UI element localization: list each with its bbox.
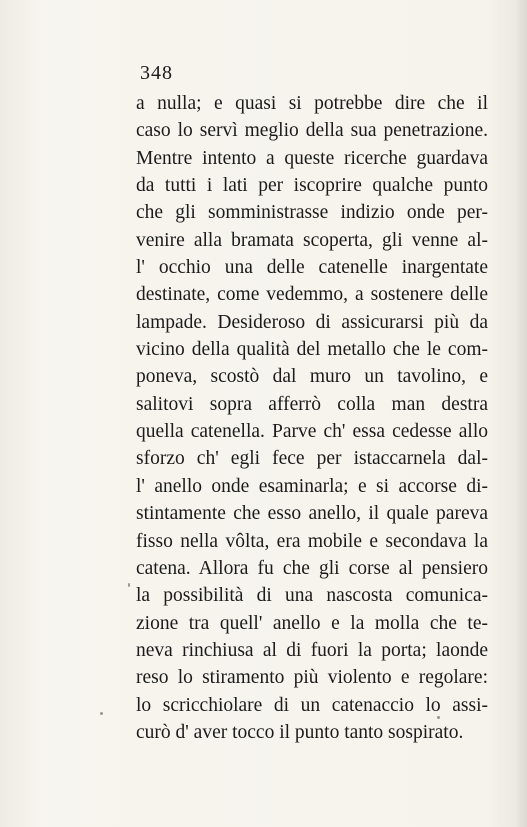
text-line: l' occhio una delle catenelle inargentate <box>136 257 488 279</box>
text-line: che gli somministrasse indizio onde per- <box>136 202 488 224</box>
text-line: vicino della qualità del metallo che le com- <box>136 339 488 361</box>
text-line: quella catenella. Parve ch' essa cedesse allo <box>136 421 488 443</box>
text-line: catena. Allora fu che gli corse al pensiero <box>136 557 488 579</box>
text-line: destinate, come vedemmo, a sostenere delle <box>136 284 488 306</box>
text-line: caso lo servì meglio della sua penetrazione. <box>136 120 488 142</box>
text-line: fisso nella vôlta, era mobile e secondava la <box>136 530 488 552</box>
page-number: 348 <box>140 62 173 84</box>
paper-speck <box>100 712 103 715</box>
paper-speck <box>128 583 130 587</box>
text-line: la possibilità di una nascosta comunica- <box>136 585 488 607</box>
text-line: Mentre intento a queste ricerche guardava <box>136 147 488 169</box>
body-text <box>136 90 488 746</box>
text-line: neva rinchiusa al di fuori la porta; laonde <box>136 639 488 661</box>
text-line: stintamente che esso anello, il quale pareva <box>136 503 488 525</box>
text-line: salitovi sopra afferrò colla man destra <box>136 393 488 415</box>
text-line: curò d' aver tocco il punto tanto sospirato. <box>136 721 464 743</box>
text-line: a nulla; e quasi si potrebbe dire che il <box>136 93 488 114</box>
page-edge-shadow <box>515 0 527 827</box>
text-line: venire alla bramata scoperta, gli venne al- <box>136 229 488 251</box>
text-line: poneva, scostò dal muro un tavolino, e <box>136 366 488 388</box>
text-line: reso lo stiramento più violento e regolare: <box>136 667 488 689</box>
paper-speck <box>437 716 440 719</box>
text-line: lampade. Desideroso di assicurarsi più da <box>136 311 488 333</box>
text-line: zione tra quell' anello e la molla che te- <box>136 612 488 634</box>
text-line: da tutti i lati per iscoprire qualche punto <box>136 175 488 197</box>
text-line: sforzo ch' egli fece per istaccarnela dal- <box>136 448 488 470</box>
text-line: lo scricchiolare di un catenaccio lo assi- <box>136 694 488 716</box>
text-line: l' anello onde esaminarla; e si accorse di- <box>136 475 488 497</box>
